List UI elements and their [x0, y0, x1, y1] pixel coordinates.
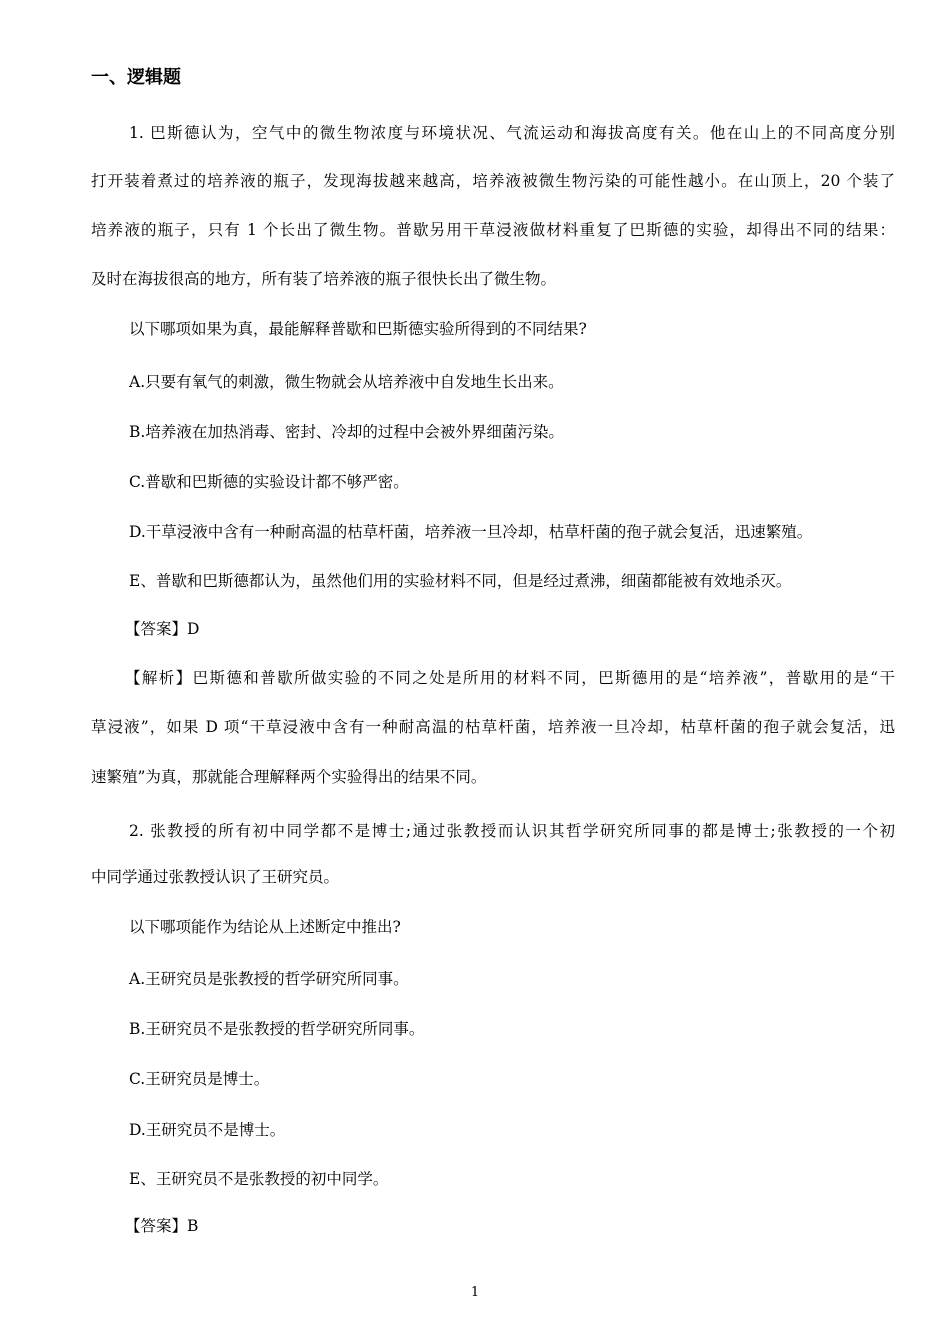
section-title: 一、逻辑题 — [91, 67, 181, 88]
q2-option-d: D.王研究员不是博士。 — [129, 1121, 286, 1139]
q1-analysis-line: 速繁殖”为真，那就能合理解释两个实验得出的结果不同。 — [91, 768, 487, 786]
page-number: 1 — [470, 1285, 480, 1300]
q2-option-e: E、王研究员不是张教授的初中同学。 — [129, 1170, 389, 1188]
q1-option-e: E、普歇和巴斯德都认为，虽然他们用的实验材料不同，但是经过煮沸，细菌都能被有效地杀灭。 — [129, 572, 792, 590]
q1-analysis-line: 草浸液”，如果 D 项“干草浸液中含有一种耐高温的枯草杆菌，培养液一旦冷却，枯草杆菌的孢子就会复活，迅 — [91, 718, 895, 736]
q2-question: 以下哪项能作为结论从上述断定中推出? — [129, 918, 401, 936]
q2-stem-line: 中同学通过张教授认识了王研究员。 — [91, 868, 340, 886]
q1-option-c: C.普歇和巴斯德的实验设计都不够严密。 — [129, 473, 409, 491]
q1-option-b: B.培养液在加热消毒、密封、冷却的过程中会被外界细菌污染。 — [129, 423, 564, 441]
q1-question: 以下哪项如果为真，最能解释普歇和巴斯德实验所得到的不同结果? — [129, 320, 587, 338]
q1-option-a: A.只要有氧气的刺激，微生物就会从培养液中自发地生长出来。 — [129, 373, 564, 391]
q1-stem-line: 及时在海拔很高的地方，所有装了培养液的瓶子很快长出了微生物。 — [91, 270, 557, 288]
q1-stem-line: 1. 巴斯德认为，空气中的微生物浓度与环境状况、气流运动和海拔高度有关。他在山上的不同高度分别 — [129, 124, 895, 142]
q1-stem-line: 打开装着煮过的培养液的瓶子，发现海拔越来越高，培养液被微生物污染的可能性越小。在山顶上，20 个装了 — [91, 172, 895, 190]
q1-analysis-line: 【解析】巴斯德和普歇所做实验的不同之处是所用的材料不同，巴斯德用的是“培养液”，普歇用的是“干 — [125, 669, 895, 687]
q2-option-b: B.王研究员不是张教授的哲学研究所同事。 — [129, 1020, 425, 1038]
q1-answer: 【答案】D — [125, 620, 200, 638]
q2-stem-line: 2. 张教授的所有初中同学都不是博士;通过张教授而认识其哲学研究所同事的都是博士;张教授的一个初 — [129, 822, 895, 840]
q1-stem-line: 培养液的瓶子，只有 1 个长出了微生物。普歇另用干草浸液做材料重复了巴斯德的实验，却得出不同的结果： — [91, 221, 895, 239]
q2-answer: 【答案】B — [125, 1217, 199, 1235]
q2-option-c: C.王研究员是博士。 — [129, 1070, 270, 1088]
q2-option-a: A.王研究员是张教授的哲学研究所同事。 — [129, 970, 409, 988]
q1-option-d: D.干草浸液中含有一种耐高温的枯草杆菌，培养液一旦冷却，枯草杆菌的孢子就会复活，迅速繁殖。 — [129, 523, 813, 541]
